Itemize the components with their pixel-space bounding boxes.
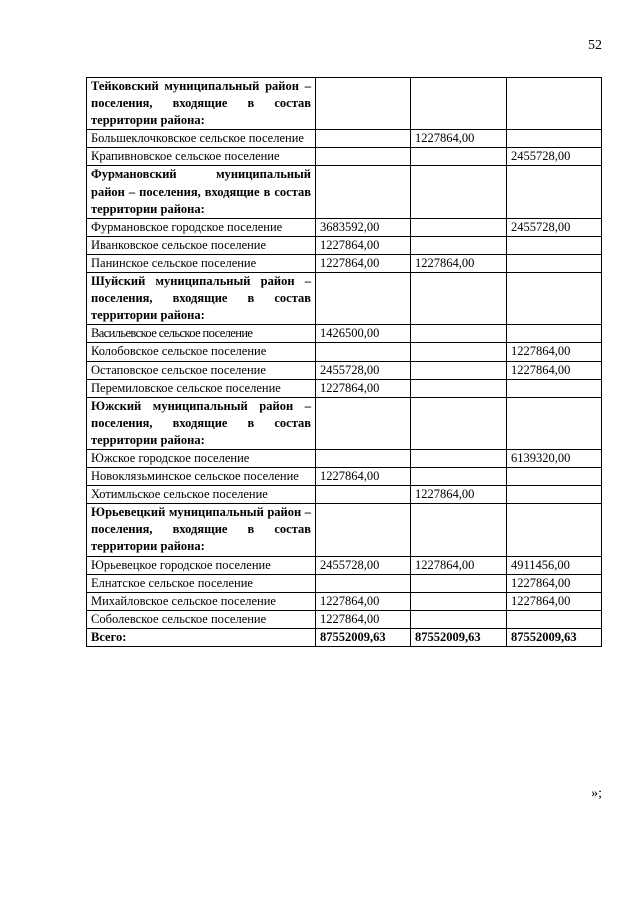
amount-cell-2 (411, 218, 507, 236)
settlement-name-cell: Хотимльское сельское поселение (87, 486, 316, 504)
settlement-name-cell: Южское городское поселение (87, 449, 316, 467)
amount-cell-1: 1227864,00 (316, 254, 411, 272)
settlement-row (87, 130, 602, 148)
settlement-name-cell: Крапивновское сельское поселение (87, 148, 316, 166)
settlement-row (87, 343, 602, 361)
settlement-name-cell: Колобовское сельское поселение (87, 343, 316, 361)
settlement-name-cell: Остаповское сельское поселение (87, 361, 316, 379)
amount-cell-1 (316, 130, 411, 148)
settlement-name-cell: Всего: (87, 628, 316, 646)
settlement-name-cell: Шуйский муниципальный район – поселения, входящие в состав территории района: (87, 273, 316, 325)
amount-cell-3: 6139320,00 (507, 449, 602, 467)
amount-cell-3 (507, 504, 602, 556)
settlement-row (87, 486, 602, 504)
settlement-name-cell: Фурмановский муниципальный район – поселения, входящие в состав территории района: (87, 166, 316, 218)
amount-cell-2 (411, 468, 507, 486)
amount-cell-3 (507, 610, 602, 628)
amount-cell-2 (411, 78, 507, 130)
amount-cell-3: 1227864,00 (507, 574, 602, 592)
settlement-row (87, 361, 602, 379)
settlement-row (87, 325, 602, 343)
district-heading-row (87, 504, 602, 556)
total-row (87, 628, 602, 646)
amount-cell-2: 87552009,63 (411, 628, 507, 646)
amount-cell-3 (507, 325, 602, 343)
amount-cell-2: 1227864,00 (411, 130, 507, 148)
amount-cell-3: 4911456,00 (507, 556, 602, 574)
district-heading-row (87, 273, 602, 325)
amount-cell-1: 2455728,00 (316, 361, 411, 379)
amount-cell-1 (316, 449, 411, 467)
amount-cell-1: 1426500,00 (316, 325, 411, 343)
amount-cell-2 (411, 379, 507, 397)
amount-cell-2 (411, 397, 507, 449)
settlement-name-cell: Васильевское сельское поселение (87, 325, 316, 343)
amount-cell-3: 1227864,00 (507, 343, 602, 361)
amount-cell-3: 87552009,63 (507, 628, 602, 646)
amount-cell-3 (507, 397, 602, 449)
distribution-table (86, 77, 602, 647)
amount-cell-2 (411, 592, 507, 610)
amount-cell-1: 1227864,00 (316, 236, 411, 254)
settlement-name-cell: Новоклязьминское сельское поселение (87, 468, 316, 486)
amount-cell-1 (316, 273, 411, 325)
amount-cell-1 (316, 343, 411, 361)
settlement-name-cell: Тейковский муниципальный район – поселения, входящие в состав территории района: (87, 78, 316, 130)
amount-cell-1 (316, 397, 411, 449)
amount-cell-2 (411, 166, 507, 218)
amount-cell-3 (507, 486, 602, 504)
settlement-name-cell: Иванковское сельское поселение (87, 236, 316, 254)
settlement-name-cell: Фурмановское городское поселение (87, 218, 316, 236)
amount-cell-2 (411, 148, 507, 166)
settlement-name-cell: Юрьевецкое городское поселение (87, 556, 316, 574)
settlement-row (87, 468, 602, 486)
amount-cell-1 (316, 148, 411, 166)
amount-cell-3 (507, 273, 602, 325)
amount-cell-3 (507, 379, 602, 397)
district-heading-row (87, 78, 602, 130)
settlement-name-cell: Юрьевецкий муниципальный район – поселения, входящие в состав территории района: (87, 504, 316, 556)
district-heading-row (87, 397, 602, 449)
district-heading-row (87, 166, 602, 218)
amount-cell-3: 1227864,00 (507, 592, 602, 610)
amount-cell-2 (411, 325, 507, 343)
amount-cell-1 (316, 166, 411, 218)
page-number: 52 (588, 38, 602, 53)
amount-cell-3 (507, 166, 602, 218)
amount-cell-2: 1227864,00 (411, 486, 507, 504)
amount-cell-3: 2455728,00 (507, 218, 602, 236)
amount-cell-2: 1227864,00 (411, 556, 507, 574)
settlement-row (87, 218, 602, 236)
settlement-name-cell: Южский муниципальный район – поселения, входящие в состав территории района: (87, 397, 316, 449)
settlement-row (87, 574, 602, 592)
amount-cell-2 (411, 504, 507, 556)
amount-cell-1: 1227864,00 (316, 592, 411, 610)
amount-cell-3 (507, 78, 602, 130)
amount-cell-2 (411, 610, 507, 628)
settlement-row (87, 379, 602, 397)
settlement-row (87, 592, 602, 610)
settlement-row (87, 449, 602, 467)
settlement-name-cell: Панинское сельское поселение (87, 254, 316, 272)
settlement-row (87, 610, 602, 628)
amount-cell-3 (507, 130, 602, 148)
amount-cell-1 (316, 504, 411, 556)
amount-cell-2: 1227864,00 (411, 254, 507, 272)
amount-cell-2 (411, 361, 507, 379)
amount-cell-1: 87552009,63 (316, 628, 411, 646)
amount-cell-1: 1227864,00 (316, 468, 411, 486)
amount-cell-1: 2455728,00 (316, 556, 411, 574)
amount-cell-2 (411, 343, 507, 361)
amount-cell-3 (507, 236, 602, 254)
amount-cell-3: 2455728,00 (507, 148, 602, 166)
amount-cell-3: 1227864,00 (507, 361, 602, 379)
settlement-name-cell: Перемиловское сельское поселение (87, 379, 316, 397)
amount-cell-1: 1227864,00 (316, 610, 411, 628)
amount-cell-2 (411, 273, 507, 325)
settlement-row (87, 254, 602, 272)
amount-cell-2 (411, 449, 507, 467)
amount-cell-1 (316, 486, 411, 504)
table-body (87, 78, 602, 647)
settlement-name-cell: Михайловское сельское поселение (87, 592, 316, 610)
amount-cell-2 (411, 574, 507, 592)
amount-cell-3 (507, 468, 602, 486)
settlement-name-cell: Большеклочковское сельское поселение (87, 130, 316, 148)
settlement-name-cell: Соболевское сельское поселение (87, 610, 316, 628)
amount-cell-1 (316, 78, 411, 130)
closing-quote: »; (591, 786, 602, 801)
settlement-name-cell: Елнатское сельское поселение (87, 574, 316, 592)
amount-cell-1: 1227864,00 (316, 379, 411, 397)
settlement-row (87, 236, 602, 254)
settlement-row (87, 148, 602, 166)
amount-cell-2 (411, 236, 507, 254)
amount-cell-3 (507, 254, 602, 272)
amount-cell-1 (316, 574, 411, 592)
settlement-row (87, 556, 602, 574)
amount-cell-1: 3683592,00 (316, 218, 411, 236)
